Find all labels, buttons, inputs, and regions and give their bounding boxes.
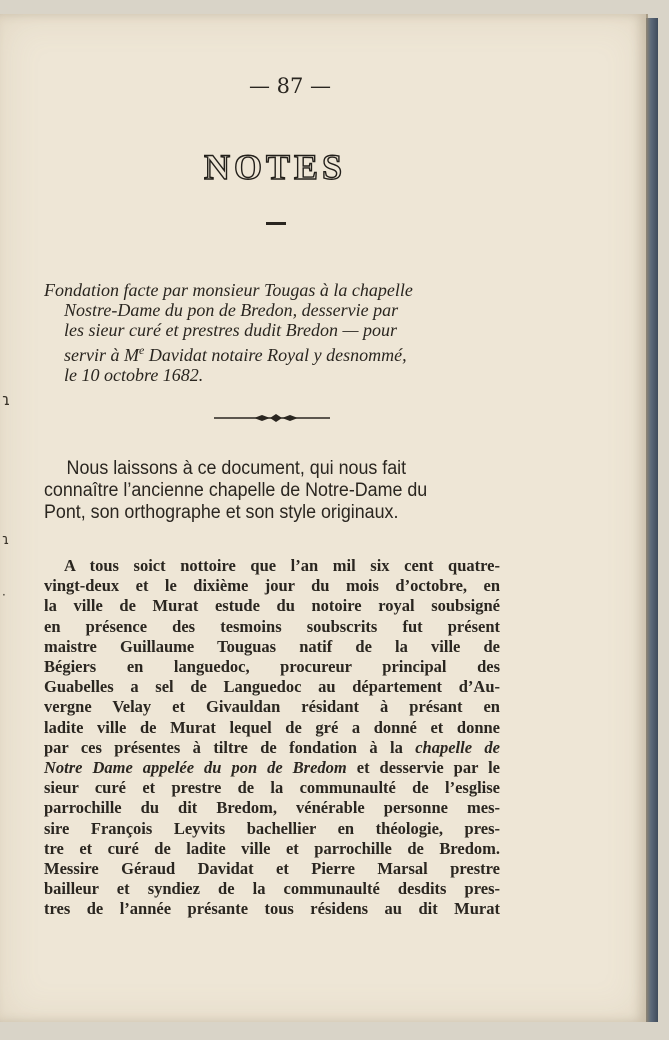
note-line: Fondation facte par monsieur Tougas à la chapelle bbox=[44, 280, 413, 300]
book-page bbox=[0, 14, 648, 1022]
margin-mark: · bbox=[2, 588, 6, 602]
body-line: vingt-deux et le dixième jour du mois d’octobre, en bbox=[44, 576, 500, 596]
body-line: parrochille du dit Bredom, vénérable personne mes- bbox=[44, 798, 500, 818]
editor-intro bbox=[44, 458, 473, 524]
note-line: Nostre-Dame du pon de Bredon, desservie par bbox=[64, 300, 399, 320]
page-number: — 87 — bbox=[248, 74, 332, 98]
intro-line: Nous laissons à ce document, qui nous fait bbox=[66, 458, 407, 479]
note-line: le 10 octobre 1682. bbox=[64, 365, 204, 385]
ornament-divider bbox=[214, 410, 330, 426]
body-line bbox=[44, 758, 500, 778]
body-line: maistre Guillaume Touguas natif de la ville de bbox=[44, 636, 500, 656]
section-title: NOTES bbox=[203, 147, 347, 187]
body-line: sieur curé et prestre de la communaulté de l’esglise bbox=[44, 778, 500, 798]
body-line-start: par ces présentes à tiltre de fondation à la bbox=[44, 737, 416, 757]
margin-mark: ɿ bbox=[2, 390, 11, 409]
book-spine bbox=[646, 18, 658, 1022]
body-line: A tous soict nottoire que l’an mil six cent quatre- bbox=[64, 556, 500, 575]
body-line: vergne Velay et Givauldan résidant à présant en bbox=[44, 697, 500, 717]
superscript: e bbox=[139, 343, 145, 357]
note-line: les sieur curé et prestres dudit Bredon — pour bbox=[64, 320, 397, 340]
body-line-end: et desservie par le bbox=[346, 758, 501, 778]
title-dash bbox=[266, 222, 286, 225]
note-line-end: Davidat notaire Royal y desnommé, bbox=[144, 345, 407, 365]
body-line: Messire Géraud Davidat et Pierre Marsal prestre bbox=[44, 859, 500, 879]
intro-line: connaître l’ancienne chapelle de Notre-Dame du bbox=[44, 480, 428, 501]
body-line: Guabelles a sel de Languedoc au département d’Au- bbox=[44, 677, 500, 697]
italic-phrase: Notre Dame appelée du pon de Bredom bbox=[44, 758, 347, 778]
document-transcript bbox=[44, 556, 500, 920]
margin-mark: ɿ bbox=[2, 532, 10, 548]
italic-phrase: chapelle de bbox=[415, 737, 500, 757]
foundation-note bbox=[44, 280, 504, 385]
body-line: sire François Leyvits bachellier en théologie, pres- bbox=[44, 818, 500, 838]
note-line-start: servir à M bbox=[64, 345, 139, 365]
body-line: en présence des tesmoins soubscrits fut présent bbox=[44, 616, 500, 636]
body-line bbox=[44, 738, 500, 758]
intro-line: Pont, son orthographe et son style originaux. bbox=[44, 502, 399, 523]
body-line: bailleur et syndiez de la communaulté desdits pres- bbox=[44, 879, 500, 899]
body-line: ladite ville de Murat lequel de gré a donné et donne bbox=[44, 717, 500, 737]
body-line: tre et curé de ladite ville et parrochille de Bredom. bbox=[44, 838, 500, 858]
body-line: Bégiers en languedoc, procureur principal des bbox=[44, 657, 500, 677]
body-line: tres de l’année présante tous résidens au dit Murat bbox=[44, 899, 500, 919]
body-line: la ville de Murat estude du notoire royal soubsigné bbox=[44, 596, 500, 616]
note-line bbox=[44, 340, 504, 365]
